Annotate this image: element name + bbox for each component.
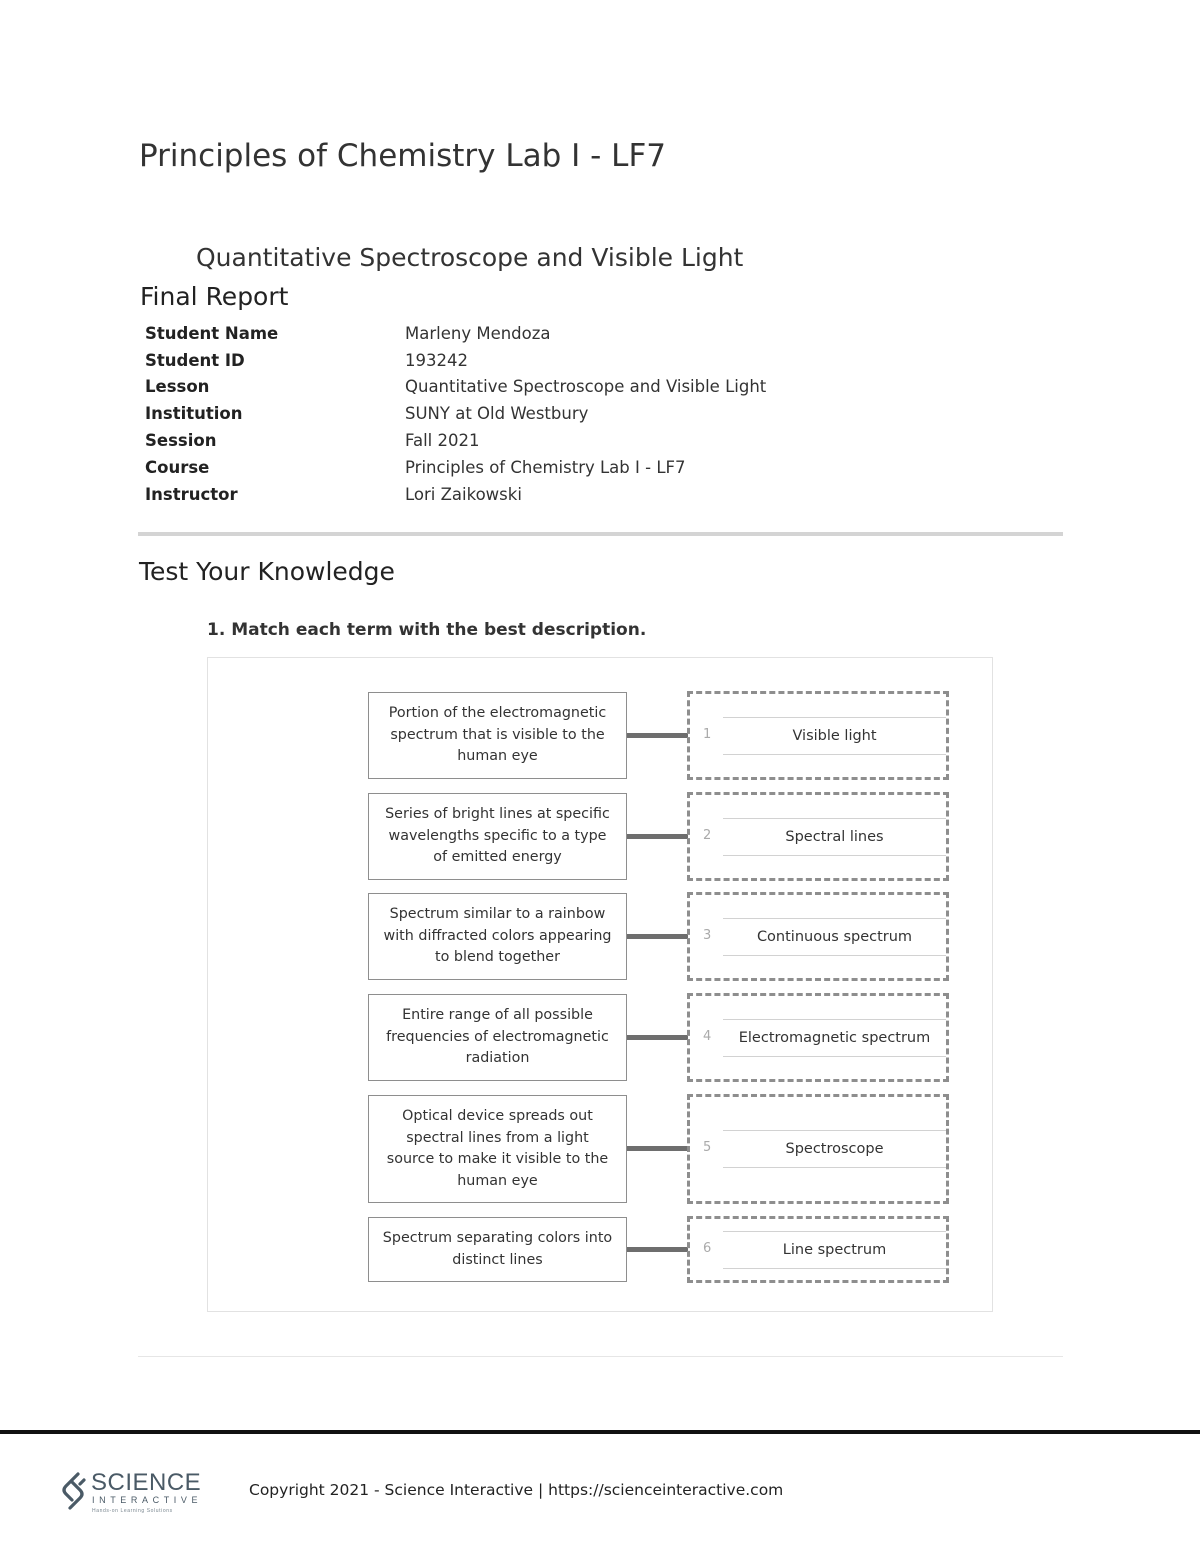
term-label[interactable]: Line spectrum [723,1231,946,1269]
term-number: 3 [703,928,712,943]
info-row-session [145,427,766,454]
info-row-student-name [145,320,766,347]
info-row-student-id [145,347,766,374]
footer-rule [0,1430,1200,1434]
description-box[interactable]: Entire range of all possible frequencies of electromagnetic radiation [368,994,627,1081]
term-label[interactable]: Spectral lines [723,818,946,856]
section-divider [138,532,1063,536]
info-value: Fall 2021 [405,431,480,451]
info-label: Lesson [145,377,210,397]
logo-subtext: INTERACTIVE [92,1495,203,1505]
lesson-title: Quantitative Spectroscope and Visible Light [196,243,744,272]
description-box[interactable]: Optical device spreads out spectral lines from a light source to make it visible to the human eye [368,1095,627,1203]
info-value: Marleny Mendoza [405,323,551,343]
logo-text: SCIENCE [91,1469,202,1496]
info-row-course [145,454,766,481]
description-box[interactable]: Spectrum separating colors into distinct lines [368,1217,627,1282]
term-label[interactable]: Electromagnetic spectrum [723,1019,946,1057]
info-label: Institution [145,404,243,424]
match-connector [627,1146,688,1151]
description-box[interactable]: Portion of the electromagnetic spectrum that is visible to the human eye [368,692,627,779]
info-row-institution [145,400,766,427]
info-value: 193242 [405,350,468,370]
section-title: Test Your Knowledge [139,557,395,586]
term-number: 2 [703,828,712,843]
course-title: Principles of Chemistry Lab I - LF7 [139,138,666,174]
description-box[interactable]: Spectrum similar to a rainbow with diffracted colors appearing to blend together [368,893,627,980]
term-drop-zone[interactable] [687,1094,949,1204]
copyright-text: Copyright 2021 - Science Interactive | https://scienceinteractive.com [249,1481,784,1499]
match-connector [627,1247,688,1252]
science-interactive-logo [58,1468,218,1516]
info-label: Student ID [145,350,245,370]
description-box[interactable]: Series of bright lines at specific wavelengths specific to a type of emitted energy [368,793,627,880]
matching-panel [207,657,993,1312]
info-row-instructor [145,481,766,508]
info-label: Student Name [145,323,279,343]
match-connector [627,834,688,839]
term-number: 1 [703,727,712,742]
info-label: Session [145,431,217,451]
term-drop-zone[interactable] [687,691,949,780]
term-number: 6 [703,1241,712,1256]
term-drop-zone[interactable] [687,892,949,981]
info-value: SUNY at Old Westbury [405,404,589,424]
term-label[interactable]: Spectroscope [723,1130,946,1168]
term-number: 5 [703,1140,712,1155]
info-value: Principles of Chemistry Lab I - LF7 [405,457,686,477]
question-prompt: 1. Match each term with the best description. [207,620,647,640]
term-drop-zone[interactable] [687,792,949,881]
info-value: Quantitative Spectroscope and Visible Light [405,377,767,397]
logo-tagline: Hands-on Learning Solutions [92,1508,173,1514]
info-label: Course [145,457,210,477]
match-connector [627,934,688,939]
info-row-lesson [145,374,766,401]
match-connector [627,1035,688,1040]
match-connector [627,733,688,738]
term-label[interactable]: Continuous spectrum [723,918,946,956]
term-drop-zone[interactable] [687,993,949,1082]
term-drop-zone[interactable] [687,1216,949,1283]
info-value: Lori Zaikowski [405,484,522,504]
report-title: Final Report [140,282,289,311]
student-info-table [145,320,766,508]
section-end-divider [138,1356,1063,1357]
term-label[interactable]: Visible light [723,717,946,755]
info-label: Instructor [145,484,238,504]
term-number: 4 [703,1029,712,1044]
